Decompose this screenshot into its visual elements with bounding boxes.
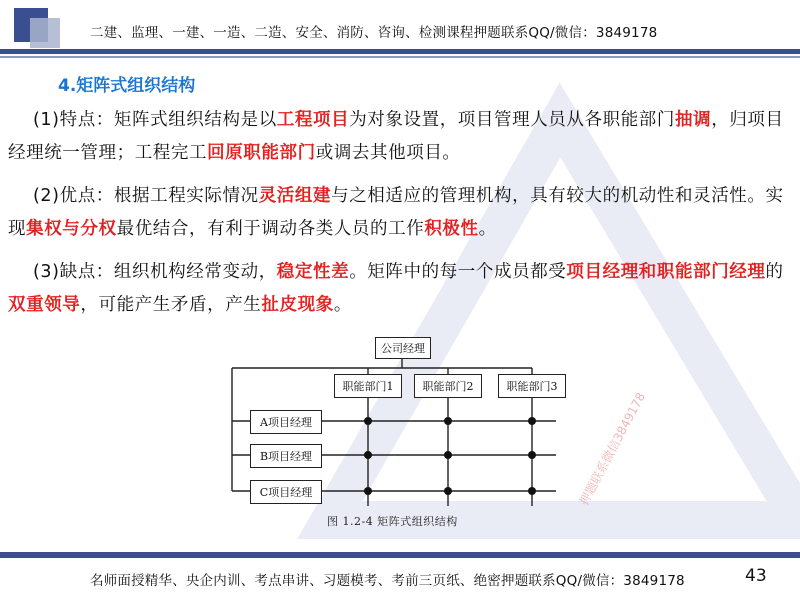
highlight: 双重领导 [8, 295, 81, 315]
paragraph-features: (1)特点：矩阵式组织结构是以工程项目为对象设置，项目管理人员从各职能部门抽调，归项目经理统一管理；工程完工回原职能部门或调去其他项目。 [8, 110, 784, 163]
footer-divider [0, 552, 800, 558]
paragraph-disadvantages: (3)缺点：组织机构经常变动，稳定性差。矩阵中的每一个成员都受项目经理和职能部门经理的双重领导，可能产生矛盾，产生扯皮现象。 [8, 262, 784, 315]
figure-caption: 图 1.2-4 矩阵式组织结构 [327, 515, 458, 528]
highlight: 稳定性差 [276, 262, 350, 282]
highlight: 集权与分权 [26, 219, 117, 239]
functional-department-box: 职能部门2 [414, 374, 482, 398]
highlight: 扯皮现象 [261, 295, 334, 315]
highlight: 积极性 [424, 219, 479, 239]
watermark-text: 押题联系微信3849178 [576, 390, 649, 508]
functional-department-box: 职能部门3 [498, 374, 566, 398]
header-text: 二建、监理、一建、一造、二造、安全、消防、咨询、检测课程押题联系QQ/微信：3849178 [90, 25, 658, 41]
section-title: 4.矩阵式组织结构 [58, 76, 196, 96]
company-manager-box: 公司经理 [375, 337, 431, 359]
project-manager-box: B项目经理 [250, 444, 322, 468]
page-number: 43 [745, 566, 767, 586]
paragraph-advantages: (2)优点：根据工程实际情况灵活组建与之相适应的管理机构，具有较大的机动性和灵活性。实现集权与分权最优结合，有利于调动各类人员的工作积极性。 [8, 186, 784, 239]
highlight: 项目经理和职能部门经理 [566, 262, 766, 282]
functional-department-box: 职能部门1 [334, 374, 402, 398]
footer-text: 名师面授精华、央企内训、考点串讲、习题模考、考前三页纸、绝密押题联系QQ/微信：3849178 [90, 573, 685, 589]
highlight: 抽调 [675, 110, 712, 130]
highlight: 工程项目 [276, 110, 350, 130]
highlight: 灵活组建 [258, 186, 332, 206]
highlight: 回原职能部门 [207, 143, 316, 163]
project-manager-box: C项目经理 [250, 480, 322, 504]
project-manager-box: A项目经理 [250, 410, 322, 434]
